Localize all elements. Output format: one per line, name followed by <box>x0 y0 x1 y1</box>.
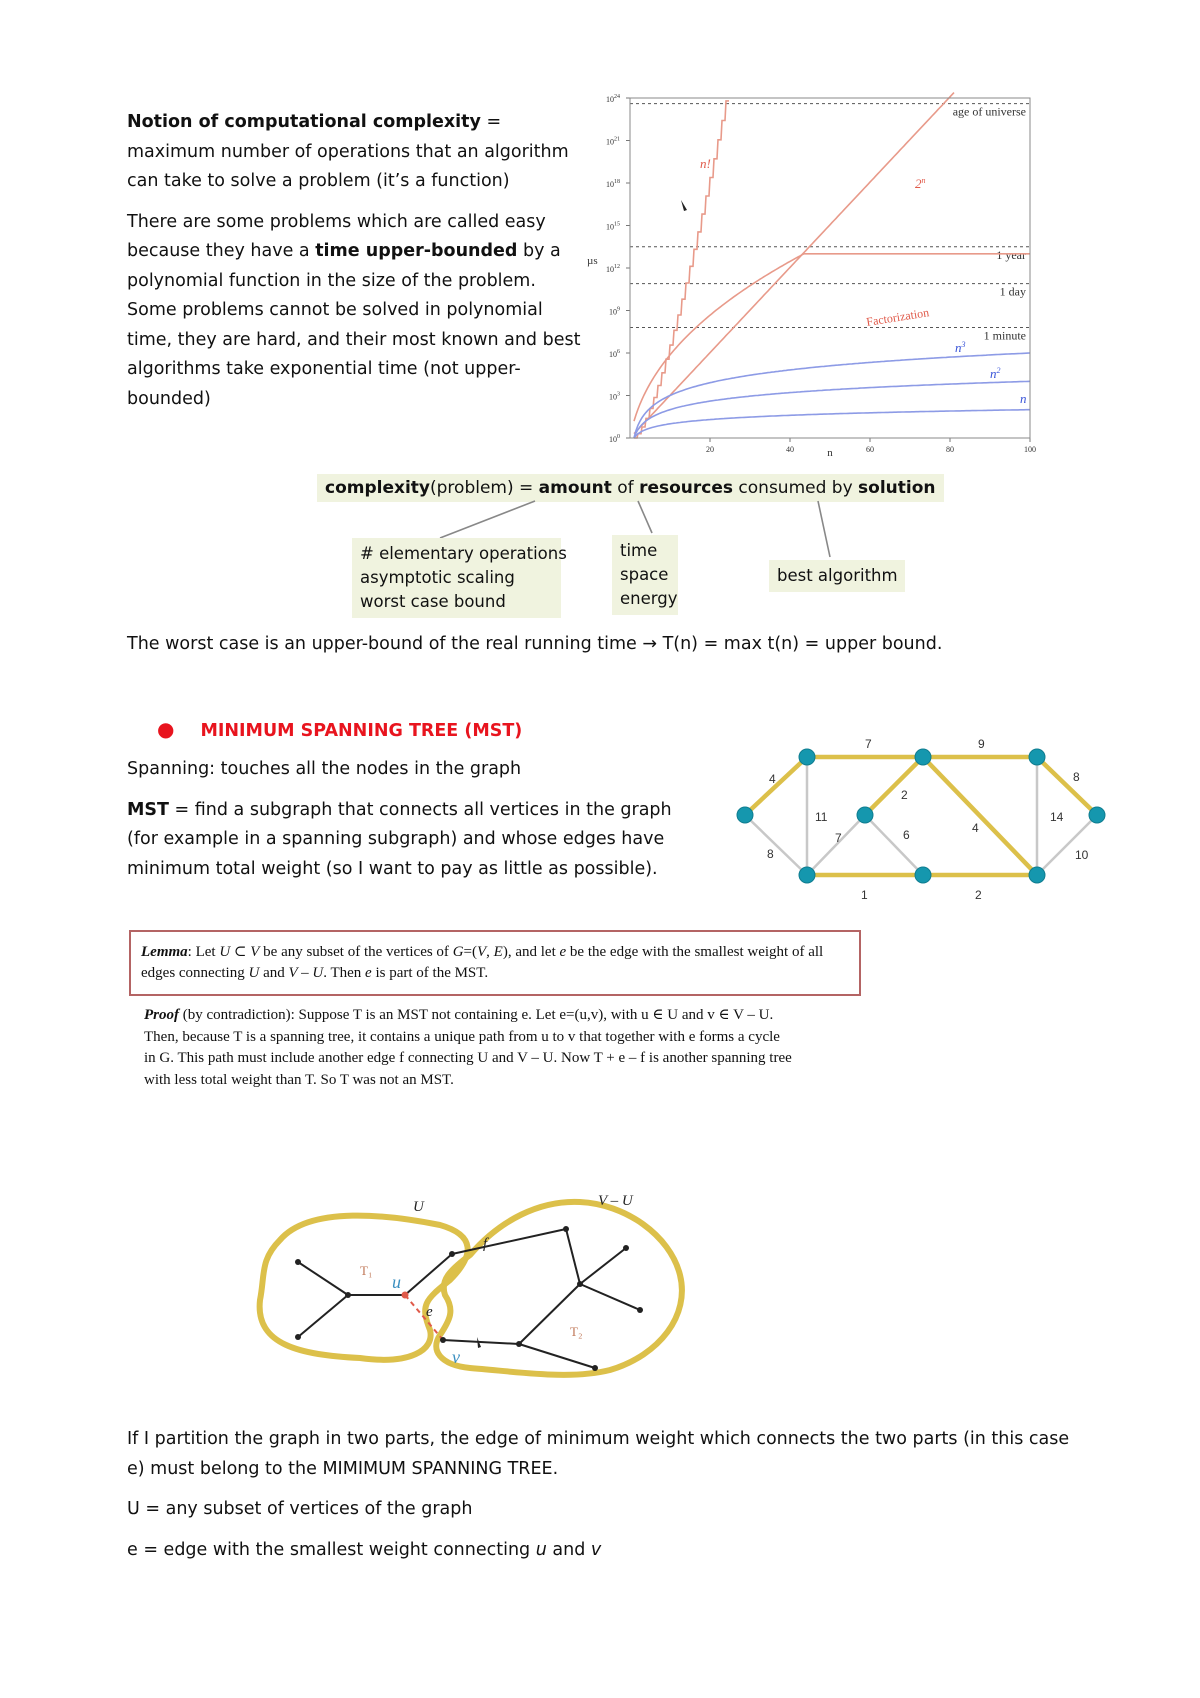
x-tick-label: 80 <box>946 445 954 454</box>
reference-label: age of universe <box>952 104 1026 119</box>
label-e: e <box>426 1304 433 1320</box>
y-tick-label: $10^0$ <box>609 434 620 444</box>
edge-weight: 10 <box>1075 848 1089 862</box>
spanning-definition: Spanning: touches all the nodes in the graph <box>127 759 522 779</box>
x-tick-label: 100 <box>1024 445 1036 454</box>
ops-item-3: worst case bound <box>360 592 506 611</box>
mst-heading: MINIMUM SPANNING TREE (MST) <box>200 721 523 741</box>
graph-node <box>857 807 873 823</box>
label-n2: $n^2$ <box>990 366 1001 381</box>
x-tick-label: 40 <box>786 445 794 454</box>
complexity-operations-box <box>352 538 567 618</box>
label-f: f <box>483 1236 488 1252</box>
y-tick-label: $10^{24}$ <box>606 94 620 104</box>
edge-weight: 8 <box>1073 770 1080 784</box>
conclusion-p2: U = any subset of vertices of the graph <box>127 1499 473 1519</box>
blob-VmU <box>436 1202 682 1375</box>
edge-weight: 1 <box>861 888 868 902</box>
mst-definition: MST = find a subgraph that connects all vertices in the graph (for example in a spanning subgraph) and whose edges have minimum total weight (so I want to pay as little as possible). <box>127 799 672 879</box>
y-tick-label: $10^{21}$ <box>606 136 620 147</box>
x-axis-label: n <box>827 447 833 458</box>
edge-weight: 14 <box>1050 810 1064 824</box>
label-T1: T₁ <box>360 1263 373 1278</box>
label-U: U <box>413 1199 424 1215</box>
bullet-icon: ● <box>157 717 175 741</box>
graph-node <box>737 807 753 823</box>
complexity-connectors <box>0 0 1200 600</box>
proof-text: Proof (by contradiction): Suppose T is an MST not containing e. Let e=(u,v), with u ∈ U and v ∈ V – U. Then, because T is a spanning tree, it contains a unique path from u to v that together with e forms a cycle in G. This path must include another edge f connecting U and V – U. Now T + e – f is another spanning tree with less total weight than T. So T was not an MST. <box>144 1007 792 1088</box>
edge-weight: 4 <box>769 772 776 786</box>
mst-example-graph <box>735 735 1115 915</box>
non-mst-edges <box>745 757 1097 875</box>
graph-node <box>1029 867 1045 883</box>
complexity-resources-box <box>612 535 678 615</box>
conclusion-p1: If I partition the graph in two parts, the edge of minimum weight which connects the two parts (in this case e) must belong to the MIMIMUM SPANNING TREE. <box>127 1429 1070 1479</box>
y-tick-label: $10^3$ <box>609 391 620 402</box>
reference-label: 1 day <box>999 284 1026 299</box>
label-T2: T₂ <box>570 1324 583 1339</box>
resource-item-2: space <box>620 565 669 584</box>
lemma-box: Lemma: Let U ⊂ V be any subset of the vertices of G=(V, E), and let e be the edge with the smallest weight of all edges connecting U and V – U. Then e is part of the MST. <box>129 930 861 996</box>
y-tick-label: $10^{12}$ <box>606 264 620 274</box>
edge-weight: 2 <box>975 888 982 902</box>
tree-edges <box>298 1229 640 1368</box>
worst-case-line: The worst case is an upper-bound of the real running time → T(n) = max t(n) = upper bound. <box>127 634 943 654</box>
resource-item-3: energy <box>620 589 678 608</box>
ops-item-2: asymptotic scaling <box>360 568 515 587</box>
graph-node <box>915 867 931 883</box>
edge-weight: 11 <box>815 810 828 824</box>
label-u: u <box>392 1272 401 1292</box>
mst-text <box>127 755 687 895</box>
y-tick-label: $10^{15}$ <box>606 221 620 232</box>
label-n3: $n^3$ <box>955 340 966 355</box>
edge-e <box>405 1295 443 1340</box>
edge-weight: 7 <box>865 737 872 751</box>
y-tick-label: $10^6$ <box>609 349 620 359</box>
complexity-solution-box: best algorithm <box>769 560 905 592</box>
label-VmU: V – U <box>598 1193 633 1209</box>
graph-node <box>1029 749 1045 765</box>
edge-weight: 7 <box>835 831 842 845</box>
cut-property-diagram <box>240 1180 700 1390</box>
conclusion-p3: e = edge with the smallest weight connecting u and v <box>127 1539 602 1560</box>
complexity-definition: Notion of computational complexity = maximum number of operations that an algorithm can take to solve a problem (it’s a function) <box>127 112 569 191</box>
mst-bullet <box>157 715 522 747</box>
edge-weight: 2 <box>901 788 908 802</box>
graph-node <box>1089 807 1105 823</box>
label-n: n <box>1020 391 1027 406</box>
resource-item-1: time <box>620 541 658 560</box>
graph-node <box>799 867 815 883</box>
label-factorization: Factorization <box>865 305 931 329</box>
ops-item-1: # elementary operations <box>360 544 567 563</box>
reference-label: 1 year <box>996 247 1026 262</box>
y-tick-label: $10^{18}$ <box>606 179 620 189</box>
mst-edges <box>745 757 1097 875</box>
easy-hard-paragraph: There are some problems which are called easy because they have a time upper-bounded by a polynomial function in the size of the problem. Some problems cannot be solved in polynomial time, they are hard, and their most known and best algorithms take exponential time (not upper-bounded) <box>127 211 581 409</box>
graph-node <box>799 749 815 765</box>
edge-weight: 9 <box>978 737 985 751</box>
reference-label: 1 minute <box>983 328 1026 343</box>
edge-weight: 8 <box>767 847 774 861</box>
edge-weight: 6 <box>903 828 910 842</box>
x-tick-label: 60 <box>866 445 874 454</box>
y-tick-label: $10^9$ <box>609 306 620 317</box>
x-tick-label: 20 <box>706 445 714 454</box>
label-v: v <box>452 1347 460 1367</box>
edge-weight: 4 <box>972 821 979 835</box>
graph-node <box>915 749 931 765</box>
label-exp2: 2$^n$ <box>915 176 926 191</box>
complexity-heading: Notion of computational complexity <box>127 112 481 132</box>
complexity-formula: complexity(problem) = amount of resources consumed by solution <box>317 474 944 502</box>
y-axis-label: µs <box>587 255 598 267</box>
label-factorial: n! <box>700 156 711 171</box>
conclusion-text <box>127 1425 1075 1576</box>
